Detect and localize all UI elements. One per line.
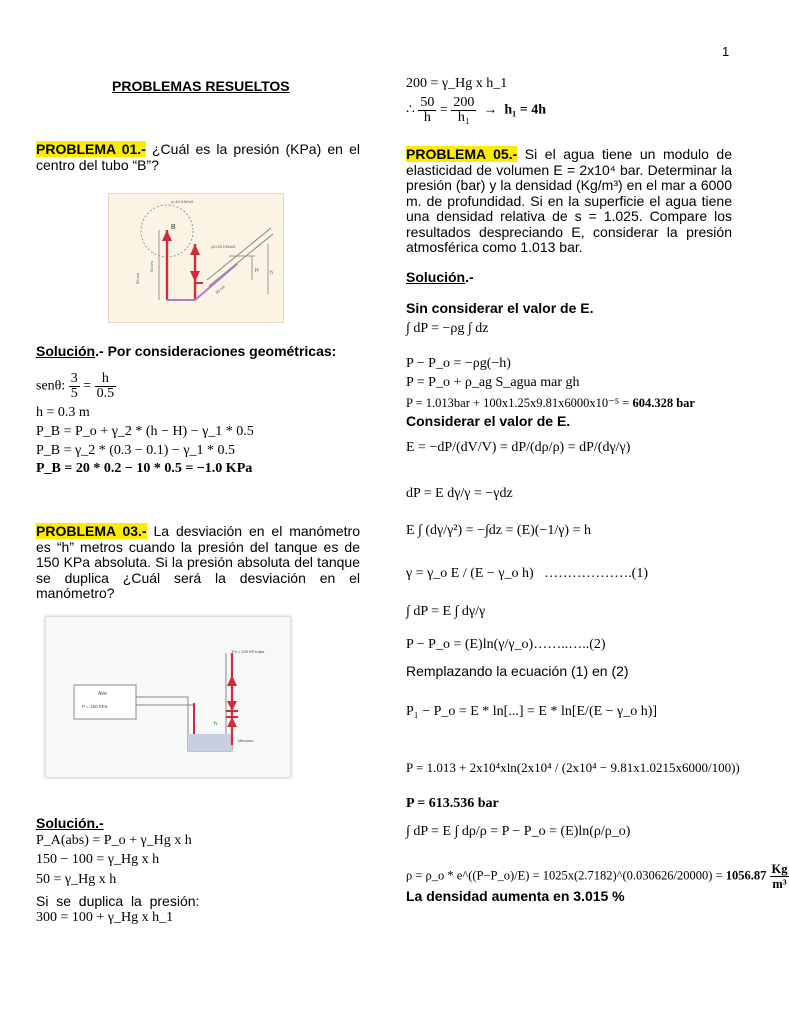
problem-01-solution-heading xyxy=(36,343,336,359)
problem-03-solution-heading: Solución.- xyxy=(36,815,104,831)
cont-eq1: 200 = γ_Hg x h_1 xyxy=(406,76,508,91)
e-eq9: ∫ dP = E ∫ dρ/ρ = P − P_o = (E)ln(ρ/ρ_o) xyxy=(406,824,631,839)
e-eq4 xyxy=(406,566,648,582)
problem-05-text: Si el agua tiene un modulo de elasticidad de volumen E = 2x10⁴ bar. Determinar la presión (bar) y la densidad (Kg/m³) en el mar a 6000 m. de profundidad. Si en la superficie el agua tiene una densidad relativa de s = 1.025. Compare los resultados despreciando E, considerar la presión atmosférica como 1.013 bar. xyxy=(406,146,732,255)
fig3-mercury-label: Mercurio xyxy=(238,738,254,743)
e-eq10-unit xyxy=(770,862,789,891)
eq1-frac2-num: h xyxy=(95,372,117,387)
fig1-label-top: γ=10 KN/m3 xyxy=(171,199,194,204)
fig1-label-h-lower: h xyxy=(270,270,273,276)
problem-01-eq1: senθ: $\frac{3}{5}$ = $\frac{h}{0.5}$ xyxy=(36,371,115,401)
problem-05-label: PROBLEMA 05.- xyxy=(406,146,518,162)
con-e-heading: Considerar el valor de E. xyxy=(406,413,571,429)
problem-03-eq2: 150 − 100 = γ_Hg x h xyxy=(36,852,160,867)
s-eq4 xyxy=(406,395,695,411)
problem-01-solution-label: Solución xyxy=(36,343,96,359)
fig1-label-h-upper: H xyxy=(255,268,259,274)
problem-01-eq2: h = 0.3 m xyxy=(36,405,90,420)
s-eq4-b: 604.328 bar xyxy=(632,396,695,410)
fig1-label-50: 50 cm xyxy=(149,261,154,272)
problem-03-figure xyxy=(45,616,291,778)
final-note: La densidad aumenta en 3.015 % xyxy=(406,888,625,904)
e-eq10-a: ρ = ρ_o * e^((P−P_o)/E) = 1025x(2.7182)^(0.030626/20000) = xyxy=(406,868,726,883)
problem-05-solution-heading xyxy=(406,269,474,285)
problem-03-eq1: P_A(abs) = P_o + γ_Hg x h xyxy=(36,833,192,848)
e-eq6 xyxy=(406,637,606,653)
problem-01-label: PROBLEMA 01.- xyxy=(36,141,146,157)
eq1-frac1 xyxy=(69,372,80,401)
s-eq4-a: P = 1.013bar + 100x1.25x9.81x6000x10⁻⁵ = xyxy=(406,396,633,410)
s-eq1: ∫ dP = −ρg ∫ dz xyxy=(406,321,489,336)
sin-e-heading: Sin considerar el valor de E. xyxy=(406,300,594,316)
fig1-label-diag: 50 cm xyxy=(214,283,226,295)
e-eq3: E ∫ (dγ/γ²) = −∫dz = (E)(−1/γ) = h xyxy=(406,523,591,538)
eq1-lhs: senθ: xyxy=(36,378,66,394)
e-eq4-a: γ = γ_o E / (E − γ_o h) xyxy=(406,566,534,581)
eq1-frac2 xyxy=(95,372,117,401)
page-number: 1 xyxy=(722,44,730,59)
e-eq10 xyxy=(406,862,789,891)
problem-01-diagram xyxy=(109,194,283,322)
cont-frac2-num: 200 xyxy=(453,95,475,110)
problem-03-diagram xyxy=(46,617,290,777)
problem-03-eq4: 300 = 100 + γ_Hg x h_1 xyxy=(36,910,174,925)
problem-05-solution-label: Solución xyxy=(406,269,466,285)
page-title: PROBLEMAS RESUELTOS xyxy=(112,78,290,94)
cont-result: h₁ = 4h xyxy=(504,102,547,118)
cont-frac2-den: h₁ xyxy=(457,110,470,125)
problem-03-label: PROBLEMA 03.- xyxy=(36,523,147,539)
problem-01-eq4: P_B = γ_2 * (0.3 − 0.1) − γ_1 * 0.5 xyxy=(36,443,236,458)
problem-01-figure xyxy=(108,193,284,323)
e-eq4-ref: ……………….(1) xyxy=(544,566,648,581)
e-eq10-b: 1056.87 xyxy=(725,868,767,883)
problem-01-eq3: P_B = P_o + γ_2 * (h − H) − γ_1 * 0.5 xyxy=(36,424,254,439)
e-eq6-a: P − P_o = (E)ln(γ/γ_o) xyxy=(406,637,534,652)
e-eq8: P = 1.013 + 2x10⁴xln(2x10⁴ / (2x10⁴ − 9.81x1.0215x6000/100)) xyxy=(406,760,740,775)
cont-arrow: → xyxy=(483,102,498,118)
fig3-h-label: h xyxy=(214,721,217,727)
s-eq3: P = P_o + ρ_ag S_agua mar gh xyxy=(406,375,580,390)
cont-frac1-num: 50 xyxy=(420,95,435,110)
fig3-tank-label: Aire xyxy=(98,691,107,697)
problem-01-eq5: P_B = 20 * 0.2 − 10 * 0.5 = −1.0 KPa xyxy=(36,461,253,476)
problem-01-solution-suffix: .- Por consideraciones geométricas: xyxy=(95,343,337,359)
fig1-label-b: B xyxy=(171,224,176,231)
replace-text: Remplazando la ecuación (1) en (2) xyxy=(406,663,629,679)
eq1-frac1-num: 3 xyxy=(70,371,78,386)
problem-01-text: ¿Cuál es la presión (KPa) en el centro del tubo “B”? xyxy=(36,141,360,173)
fig1-label-right: γ2=20 KN/m3 xyxy=(211,244,236,249)
cont-frac1 xyxy=(418,96,436,125)
problem-05-solution-suffix: .- xyxy=(465,269,474,285)
eq1-frac2-den: 0.5 xyxy=(96,386,115,401)
problem-03-eq3: 50 = γ_Hg x h xyxy=(36,872,117,887)
e-eq7: P₁ − P_o = E * ln[...] = E * ln[E/(E − γ_o h)] xyxy=(406,704,658,719)
e-eq6-ref: ……..…..(2) xyxy=(533,637,606,652)
e-eq5: ∫ dP = E ∫ dγ/γ xyxy=(406,604,486,619)
problem-01-statement xyxy=(36,142,360,173)
problem-03-text2: Si se duplica la presión: xyxy=(36,893,200,909)
e-eq2: dP = E dγ/γ = −γdz xyxy=(406,486,513,501)
cont-therefore: ∴ xyxy=(406,102,415,118)
e-eq1: E = −dP/(dV/V) = dP/(dρ/ρ) = dP/(dγ/γ) xyxy=(406,440,631,455)
cont-frac2 xyxy=(451,96,476,125)
cont-frac1-den: h xyxy=(423,110,431,125)
fig1-label-60: 60 cm xyxy=(135,273,140,284)
problem-03-statement xyxy=(36,524,360,602)
result-p: P = 613.536 bar xyxy=(406,796,499,811)
eq1-frac1-den: 5 xyxy=(70,386,78,401)
fig3-top-label: Po = 100 KPa abs xyxy=(232,649,265,654)
fig3-tank-pressure: P = 150 KPa xyxy=(82,704,108,709)
e-eq10-unit-num: Kg xyxy=(771,862,788,876)
problem-05-statement xyxy=(406,147,732,256)
s-eq2: P − P_o = −ρg(−h) xyxy=(406,356,511,371)
problem-03-text: La desviación en el manómetro es “h” metros cuando la presión del tanque es de 150 KPa absoluta. Si la presión absoluta del tanque se duplica ¿Cuál será la desviación en el manómetro? xyxy=(36,523,361,601)
e-eq10-unit-den: m³ xyxy=(772,877,787,891)
cont-eq2: ∴ $\frac{50}{h}$ = $\frac{200}{\text{h₁}}$ → h₁ = 4h xyxy=(406,95,547,125)
